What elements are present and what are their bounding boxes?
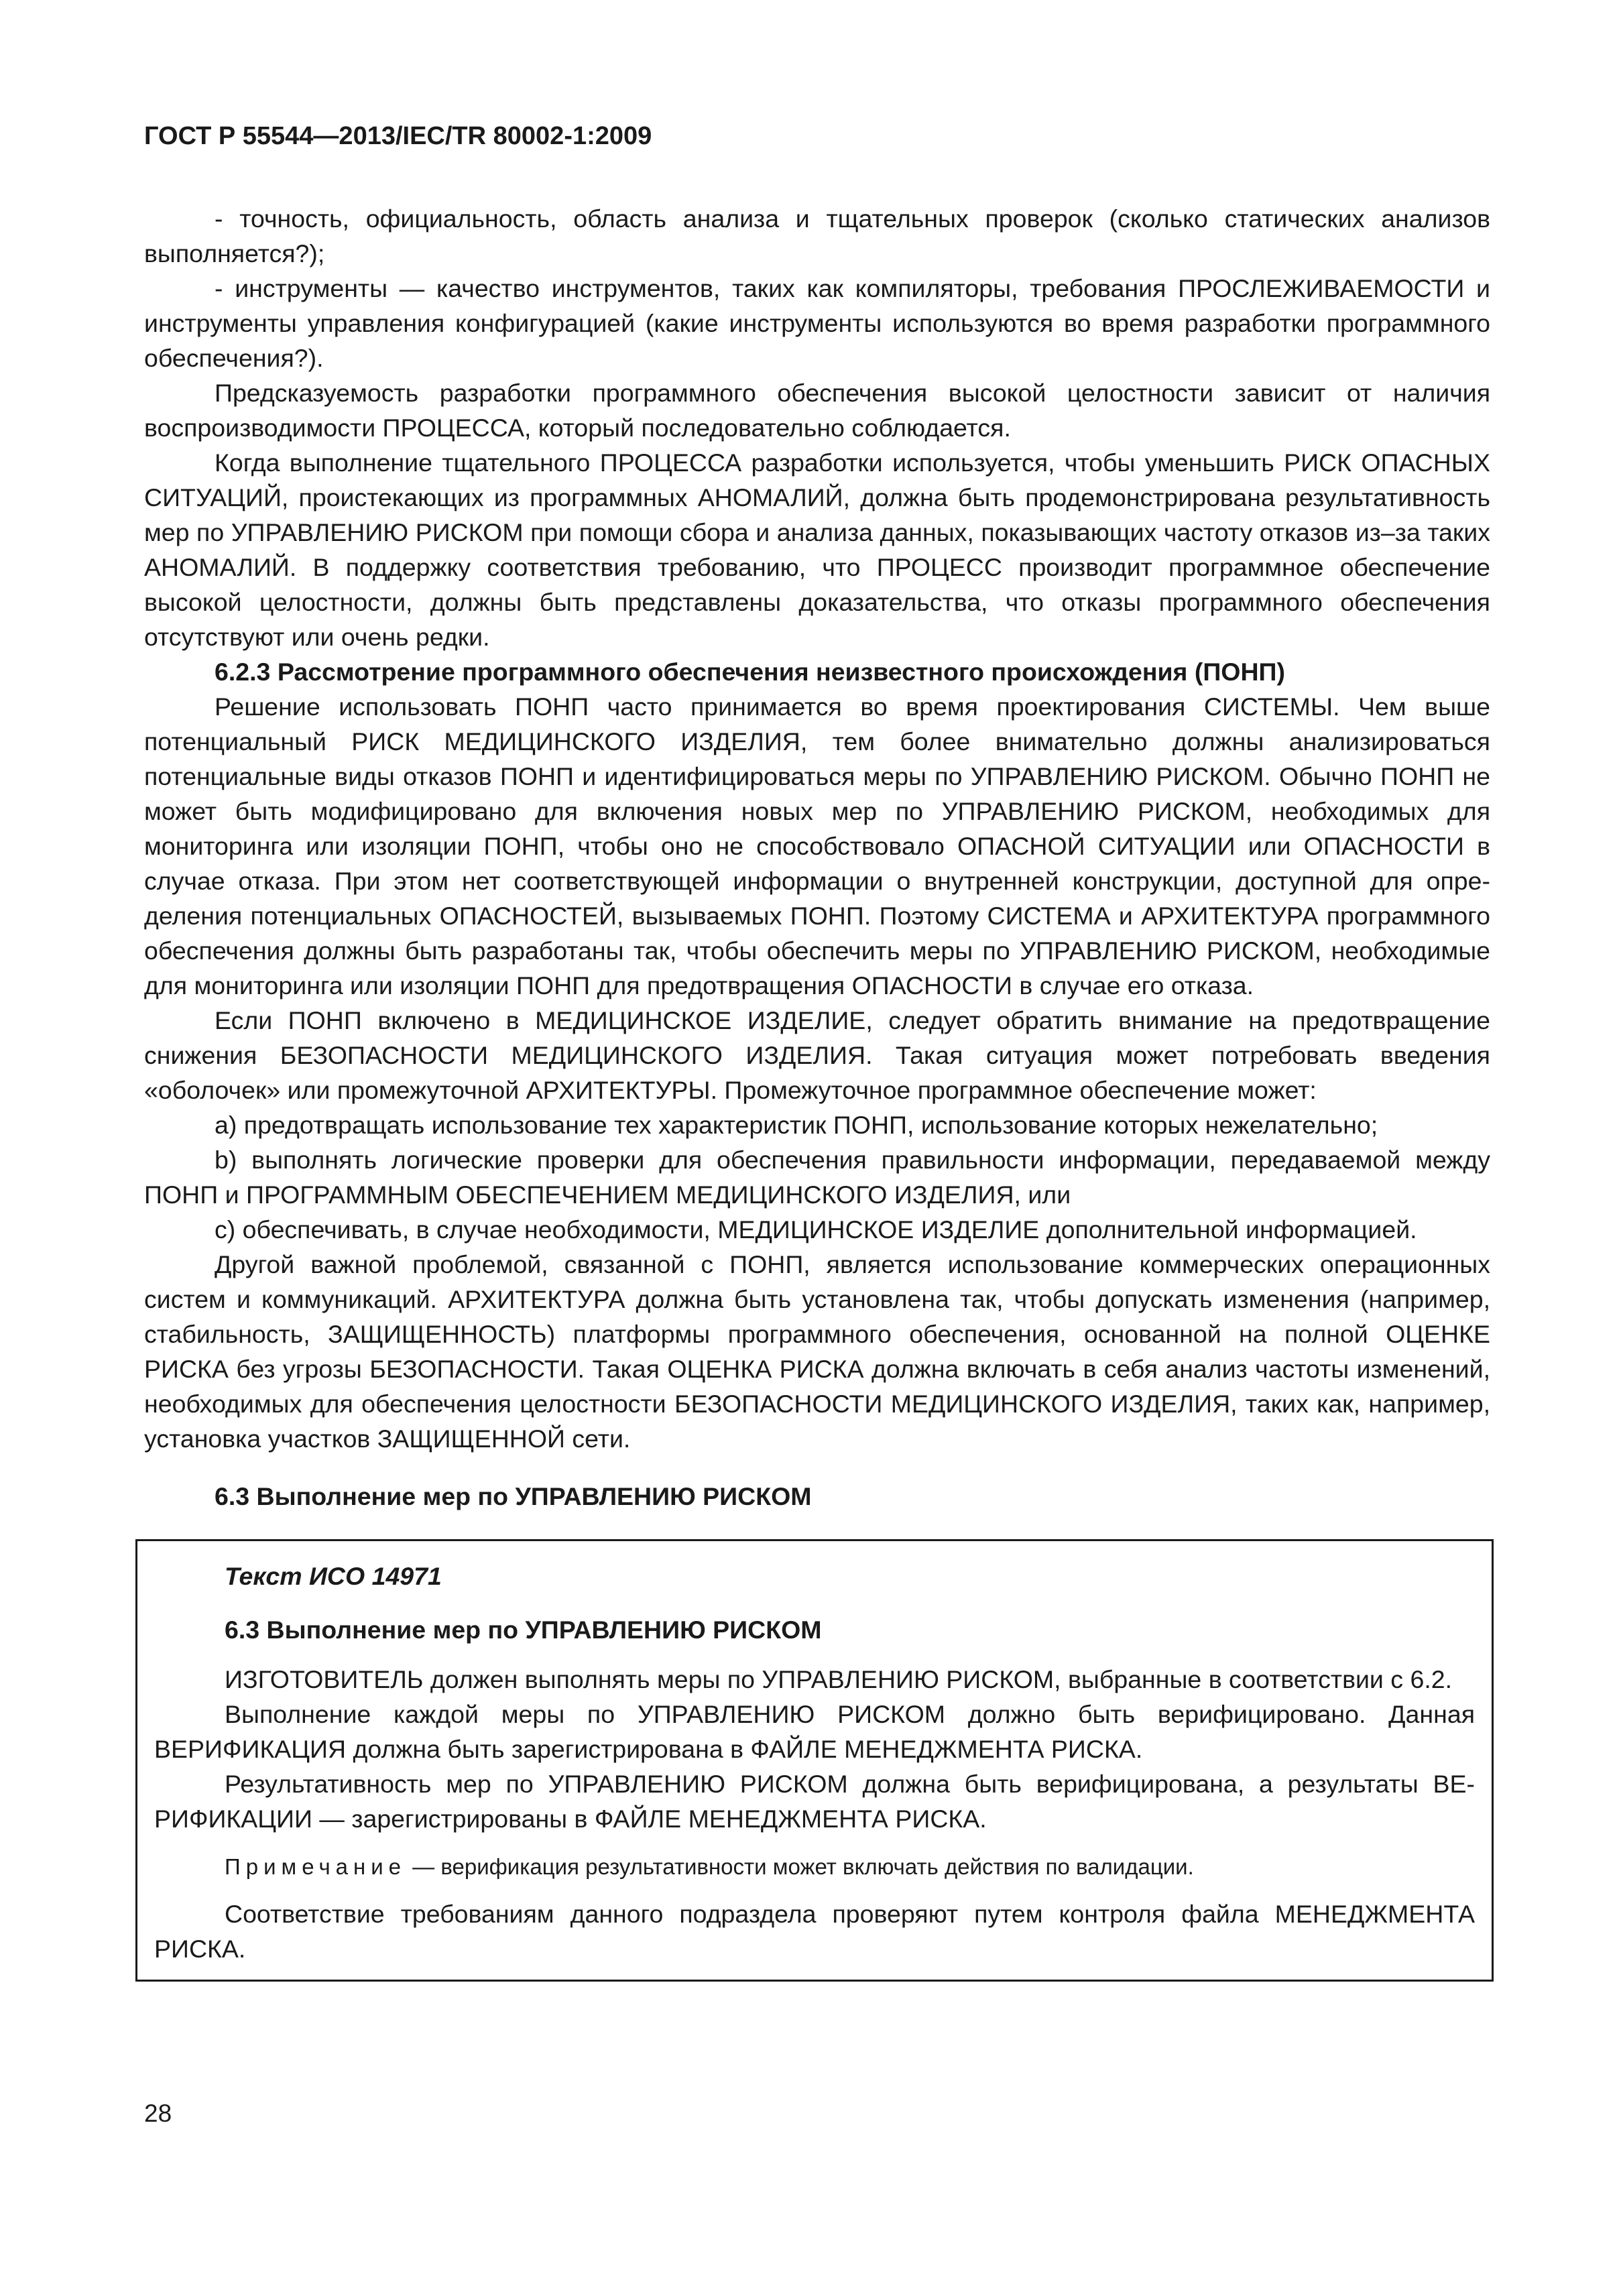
list-item-dash: - точность, официальность, область анализа и тщательных проверок (сколько статических анализов выполняется?); [144,204,1490,267]
note-text: — верификация результативности может включать действия по валидации. [406,1854,1194,1879]
paragraph: Результативность мер по УПРАВЛЕНИЮ РИСКОМ должна быть верифицирована, а результаты ВЕРИФИКАЦИИ — зарегистрированы в ФАЙЛЕ МЕНЕДЖМЕНТА РИСКА. [154,1770,1475,1833]
page-number: 28 [144,2100,172,2127]
iso-quote-box [135,1539,1494,1982]
running-header: ГОСТ Р 55544—2013/IEC/TR 80002-1:2009 [144,122,652,150]
note [154,1851,1475,1883]
paragraph: Другой важной проблемой, связанной с ПОНП, является использование коммерческих операционных систем и коммуникаций. АРХИТЕКТУРА должна быть установлена так, чтобы допускать изменения (например, стабильность, ЗАЩИЩЕННОСТЬ) платформы программного обеспечения, основанной на полной ОЦЕНКЕ РИСКА без угрозы БЕЗОПАСНОСТИ. Такая ОЦЕНКА РИСКА должна включать в себя анализ частоты изменений, необходимых для обеспечения целостности БЕЗОПАСНОСТИ МЕДИЦИНСКОГО ИЗДЕЛИЯ, таких как, например, установка участков ЗАЩИЩЕННОЙ сети. [144,1250,1490,1453]
paragraph: Решение использовать ПОНП часто принимается во время проектирования СИСТЕМЫ. Чем выше потенциальный РИСК МЕДИЦИНСКОГО ИЗДЕЛИЯ, тем более внимательно должны анализироваться потенциальные виды отказов ПОНП и идентифицироваться меры по УПРАВЛЕНИЮ РИСКОМ. Обычно ПОНП не может быть модифицировано для включения новых мер по УПРАВЛЕНИЮ РИСКОМ, необходимых для мониторинга или изоляции ПОНП, чтобы оно не способствовало ОПАСНОЙ СИТУАЦИИ или ОПАСНОСТИ в случае отказа. При этом нет соответствующей информации о внутренней конструкции, доступной для определения потенциальных ОПАСНОСТЕЙ, вызываемых ПОНП. Поэтому СИСТЕМА и АРХИТЕКТУРА программного обеспечения должны быть разработаны так, чтобы обеспечить меры по УПРАВЛЕНИЮ РИСКОМ, необходимые для мониторинга или изоляции ПОНП для предотвращения ОПАСНОСТИ в случае его отказа. [144,692,1490,1000]
iso-box-heading: 6.3 Выполнение мер по УПРАВЛЕНИЮ РИСКОМ [225,1616,822,1644]
list-item-b: b) выполнять логические проверки для обеспечения правильности информации, передаваемой между ПОНП и ПРОГРАММНЫМ ОБЕСПЕЧЕНИЕМ МЕДИЦИНСКОГО ИЗДЕЛИЯ, или [144,1146,1490,1209]
page-body [144,201,1490,1982]
section-heading-6-3: 6.3 Выполнение мер по УПРАВЛЕНИЮ РИСКОМ [215,1482,812,1510]
list-item-a: a) предотвращать использование тех характеристик ПОНП, использование которых нежелательно; [215,1111,1378,1139]
note-label: Примечание [225,1854,407,1879]
paragraph: Соответствие требованиям данного подраздела проверяют путем контроля файла МЕНЕДЖМЕНТА РИСКА. [154,1900,1475,1963]
paragraph: Когда выполнение тщательного ПРОЦЕССА разработки используется, чтобы уменьшить РИСК ОПАСНЫХ СИТУАЦИЙ, проистекающих из программных АНОМАЛИЙ, должна быть продемонстрирована результативность мер по УПРАВЛЕНИЮ РИСКОМ при помощи сбора и анализа данных, показывающих частоту отказов из–за таких АНОМАЛИЙ. В поддержку соответствия требованию, что ПРОЦЕСС производит программное обеспечение высокой целостности, должны быть представлены доказательства, что отказы программного обеспечения отсутствуют или очень редки. [144,448,1490,651]
paragraph: ИЗГОТОВИТЕЛЬ должен выполнять меры по УПРАВЛЕНИЮ РИСКОМ, выбранные в соответствии с 6.2. [225,1665,1453,1693]
section-heading-6-2-3: 6.2.3 Рассмотрение программного обеспечения неизвестного происхождения (ПОНП) [215,658,1285,686]
list-item-dash: - инструменты — качество инструментов, таких как компиляторы, требования ПРОСЛЕЖИВАЕМОСТИ и инструменты управления конфигурацией (какие инструменты используются во время разработки программного обеспечения?). [144,274,1490,372]
paragraph: Выполнение каждой меры по УПРАВЛЕНИЮ РИСКОМ должно быть верифицировано. Данная ВЕРИФИКАЦИЯ должна быть зарегистрирована в ФАЙЛЕ МЕНЕДЖМЕНТА РИСКА. [154,1700,1475,1763]
iso-box-title: Текст ИСО 14971 [225,1562,442,1590]
list-item-c: c) обеспечивать, в случае необходимости, МЕДИЦИНСКОЕ ИЗДЕЛИЕ дополнительной информацией. [215,1215,1417,1244]
paragraph: Если ПОНП включено в МЕДИЦИНСКОЕ ИЗДЕЛИЕ, следует обратить внимание на предотвращение снижения БЕЗОПАСНОСТИ МЕДИЦИНСКОГО ИЗДЕЛИЯ. Такая ситуация может потребовать введения «оболочек» или промежуточной АРХИТЕКТУРЫ. Промежуточное программное обеспечение может: [144,1006,1490,1104]
paragraph: Предсказуемость разработки программного обеспечения высокой целостности зависит от наличия воспроизводимости ПРОЦЕССА, который последовательно соблюдается. [144,379,1490,442]
